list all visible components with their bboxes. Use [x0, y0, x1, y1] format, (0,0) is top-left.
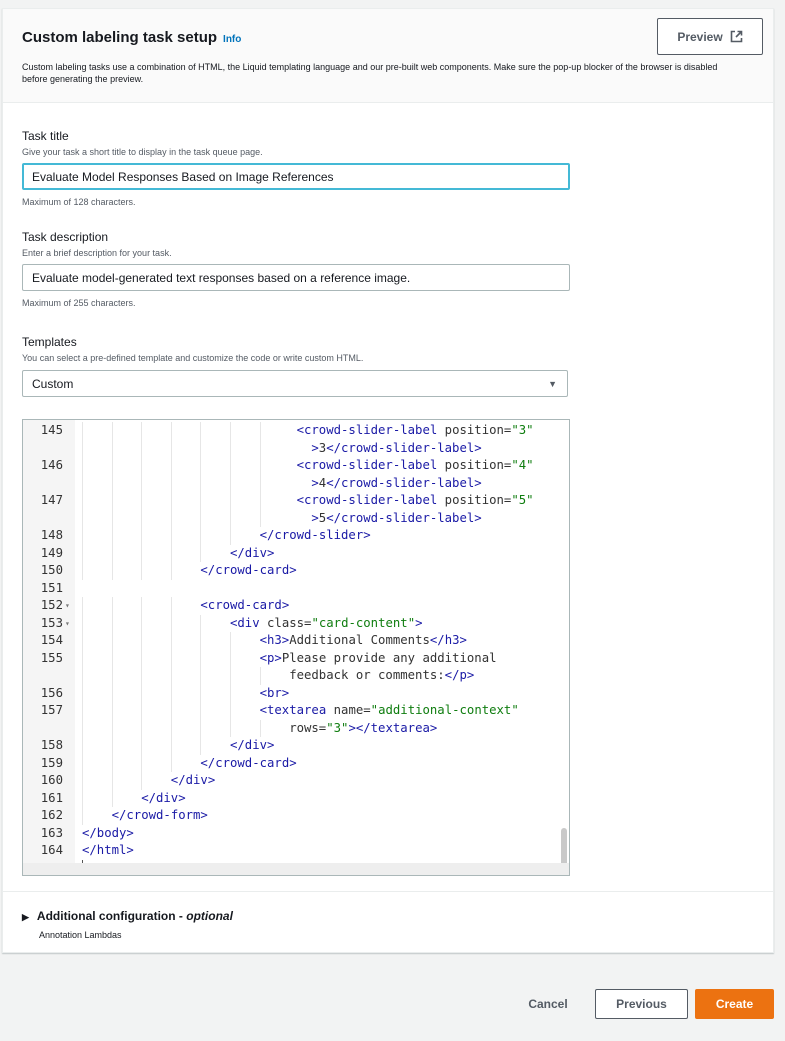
code-line [23, 632, 543, 650]
indent-guide [82, 475, 83, 493]
indent-guide [200, 440, 201, 458]
indent-guide [112, 510, 113, 528]
code-text [200, 597, 289, 615]
fold-toggle-icon[interactable]: ▾ [65, 601, 70, 610]
indent-guide [112, 440, 113, 458]
indent-guide [200, 510, 201, 528]
indent-guide [171, 492, 172, 510]
code-token: <textarea [259, 703, 334, 717]
indent-guide [230, 492, 231, 510]
indent-guide [141, 492, 142, 510]
code-line [23, 755, 543, 773]
code-token: "5" [511, 493, 534, 507]
templates-selected-value: Custom [32, 377, 74, 391]
header-description: Custom labeling tasks use a combination of HTML, the Liquid templating language and our pre-built web components. Make sure the pop-up blocker of the browser is disabled before generating the preview. [22, 62, 718, 84]
indent-guide [82, 615, 83, 633]
code-text [297, 422, 534, 440]
code-token: position= [444, 423, 512, 437]
indent-guide [82, 492, 83, 510]
indent-guide [200, 667, 201, 685]
task-setup-panel [2, 8, 774, 953]
external-link-icon [730, 30, 743, 43]
indent-guide [171, 422, 172, 440]
code-line [23, 790, 543, 808]
indent-guide [141, 615, 142, 633]
code-text [311, 440, 481, 458]
indent-guide [112, 492, 113, 510]
indent-guide [141, 457, 142, 475]
code-token: position= [444, 493, 512, 507]
indent-guide [260, 457, 261, 475]
code-token: rows= [289, 720, 327, 735]
line-number: 155 [40, 650, 63, 665]
indent-guide [171, 440, 172, 458]
indent-guide [82, 510, 83, 528]
code-token: </div> [170, 773, 216, 787]
indent-guide [171, 545, 172, 563]
code-token: name= [333, 703, 371, 717]
code-line [23, 492, 543, 510]
indent-guide [260, 422, 261, 440]
line-number: 149 [40, 545, 63, 560]
line-number: 145 [40, 423, 63, 437]
code-token: </crowd-slider-label> [326, 510, 482, 525]
indent-guide [112, 772, 113, 790]
code-line [23, 457, 543, 475]
code-token: <p> [259, 650, 282, 665]
indent-guide [141, 422, 142, 440]
code-text [230, 545, 274, 563]
indent-guide [112, 755, 113, 773]
code-token: </html> [82, 843, 134, 857]
line-number: 150 [40, 563, 63, 577]
line-number: 146 [40, 458, 63, 472]
code-token: </crowd-slider> [259, 528, 371, 542]
indent-guide [82, 667, 83, 685]
indent-guide [171, 527, 172, 545]
code-token: 5 [318, 510, 327, 525]
code-line [23, 615, 543, 633]
indent-guide [200, 720, 201, 738]
panel-header [3, 9, 773, 103]
info-link[interactable]: Info [223, 34, 242, 45]
indent-guide [112, 562, 113, 580]
indent-guide [82, 597, 83, 615]
code-text [289, 667, 474, 685]
templates-description: You can select a pre-defined template and customize the code or write custom HTML. [22, 353, 364, 363]
editor-horizontal-scrollbar[interactable] [23, 863, 569, 875]
code-token: </crowd-slider-label> [326, 475, 482, 490]
code-token: "4" [511, 458, 534, 472]
code-text [141, 790, 185, 808]
code-line [23, 807, 543, 825]
indent-guide [171, 685, 172, 703]
indent-guide [82, 457, 83, 475]
indent-guide [171, 702, 172, 720]
code-token: <crowd-slider-label [296, 493, 445, 507]
preview-button-label: Preview [677, 29, 723, 44]
code-token: 4 [318, 475, 327, 490]
indent-guide [141, 527, 142, 545]
indent-guide [112, 650, 113, 668]
indent-guide [112, 457, 113, 475]
indent-guide [230, 510, 231, 528]
code-token: <crowd-slider-label [296, 458, 445, 472]
code-line [23, 597, 543, 615]
additional-configuration-subtitle: Annotation Lambdas [39, 930, 122, 940]
cancel-button[interactable]: Cancel [528, 997, 568, 1011]
indent-guide [260, 492, 261, 510]
fold-toggle-icon[interactable]: ▾ [65, 618, 70, 628]
code-text [230, 737, 274, 755]
indent-guide [171, 615, 172, 633]
code-line [23, 440, 543, 458]
indent-guide [260, 440, 261, 458]
line-number: 153 [40, 615, 63, 630]
indent-guide [112, 422, 113, 440]
indent-guide [171, 632, 172, 650]
code-token: Additional Comments [289, 633, 430, 647]
code-text [260, 702, 519, 720]
indent-guide [230, 650, 231, 668]
code-line [23, 737, 543, 755]
code-token: </crowd-slider-label> [326, 440, 482, 455]
indent-guide [200, 545, 201, 563]
indent-guide [112, 527, 113, 545]
code-text [230, 615, 423, 633]
indent-guide [141, 440, 142, 458]
code-line [23, 702, 543, 720]
indent-guide [112, 685, 113, 703]
indent-guide [82, 790, 83, 808]
code-token: <br> [259, 685, 290, 700]
task-title-hint: Maximum of 128 characters. [22, 197, 136, 207]
additional-configuration-section [3, 891, 773, 947]
code-token: <crowd-card> [200, 598, 290, 612]
indent-guide [200, 615, 201, 633]
indent-guide [260, 475, 261, 493]
code-text [82, 842, 134, 860]
indent-guide [200, 685, 201, 703]
indent-guide [82, 720, 83, 738]
code-token: </crowd-form> [111, 808, 208, 822]
indent-guide [112, 737, 113, 755]
indent-guide [82, 422, 83, 440]
indent-guide [200, 457, 201, 475]
code-token: "3" [511, 423, 534, 437]
code-line [23, 422, 543, 440]
task-title-label: Task title [22, 129, 69, 143]
code-token: "additional-context" [370, 703, 519, 717]
code-token: </body> [82, 825, 134, 840]
line-number: 164 [40, 843, 63, 857]
code-token: </div> [230, 545, 275, 560]
indent-guide [171, 755, 172, 773]
preview-button[interactable] [657, 18, 763, 55]
page-title-text: Custom labeling task setup [22, 29, 218, 46]
indent-guide [200, 475, 201, 493]
indent-guide [200, 422, 201, 440]
code-line [23, 825, 543, 843]
code-token: > [311, 475, 319, 490]
indent-guide [141, 737, 142, 755]
indent-guide [82, 755, 83, 773]
indent-guide [230, 457, 231, 475]
line-number: 160 [40, 773, 63, 787]
indent-guide [230, 422, 231, 440]
indent-guide [112, 702, 113, 720]
indent-guide [260, 510, 261, 528]
code-text [260, 527, 371, 545]
code-line [23, 475, 543, 493]
indent-guide [141, 702, 142, 720]
code-token: > [311, 510, 319, 525]
code-token: </p> [444, 668, 475, 682]
code-token: "card-content" [311, 615, 416, 630]
line-number: 159 [40, 755, 63, 770]
indent-guide [230, 702, 231, 720]
code-token: </div> [230, 738, 275, 752]
indent-guide [82, 737, 83, 755]
indent-guide [82, 807, 83, 825]
code-line [23, 580, 543, 598]
indent-guide [230, 667, 231, 685]
indent-guide [141, 667, 142, 685]
indent-guide [112, 720, 113, 738]
indent-guide [260, 667, 261, 685]
indent-guide [230, 685, 231, 703]
indent-guide [260, 720, 261, 738]
code-text [311, 510, 481, 528]
indent-guide [141, 475, 142, 493]
indent-guide [82, 632, 83, 650]
code-token: ></textarea> [348, 720, 438, 735]
templates-select[interactable] [22, 370, 568, 397]
code-token: <h3> [259, 633, 290, 647]
additional-configuration-toggle[interactable] [22, 909, 233, 923]
code-line [23, 720, 543, 738]
line-number: 151 [40, 580, 63, 595]
templates-label: Templates [22, 335, 77, 349]
indent-guide [112, 790, 113, 808]
line-number: 148 [40, 528, 63, 542]
indent-guide [230, 527, 231, 545]
code-token: Please provide any additional [281, 650, 497, 665]
indent-guide [82, 650, 83, 668]
indent-guide [82, 440, 83, 458]
code-token: position= [444, 458, 512, 472]
indent-guide [200, 737, 201, 755]
code-token: 3 [318, 440, 327, 455]
indent-guide [112, 597, 113, 615]
code-line [23, 842, 543, 860]
code-token: </div> [141, 790, 186, 805]
indent-guide [112, 632, 113, 650]
task-title-input[interactable]: Evaluate Model Responses Based on Image References [22, 163, 570, 190]
task-description-hint: Maximum of 255 characters. [22, 298, 136, 308]
indent-guide [200, 702, 201, 720]
line-number: 162 [40, 808, 63, 822]
code-line [23, 772, 543, 790]
indent-guide [141, 772, 142, 790]
code-editor[interactable] [22, 419, 570, 876]
code-text [297, 492, 534, 510]
code-text [311, 475, 481, 493]
indent-guide [230, 632, 231, 650]
code-token: class= [267, 615, 312, 630]
indent-guide [171, 737, 172, 755]
indent-guide [141, 720, 142, 738]
indent-guide [171, 562, 172, 580]
code-token: feedback or comments: [289, 668, 445, 682]
code-token: </h3> [429, 633, 467, 647]
indent-guide [200, 527, 201, 545]
indent-guide [112, 667, 113, 685]
code-token: <div [230, 615, 268, 630]
caret-right-icon: ▶ [22, 912, 29, 922]
code-line [23, 527, 543, 545]
code-text [260, 632, 467, 650]
line-number: 156 [40, 685, 63, 700]
indent-guide [82, 702, 83, 720]
code-line [23, 510, 543, 528]
code-token: </crowd-card> [200, 755, 297, 770]
indent-guide [171, 650, 172, 668]
code-text [200, 755, 296, 773]
line-number: 152 [40, 598, 63, 612]
indent-guide [141, 632, 142, 650]
indent-guide [82, 527, 83, 545]
task-description-description: Enter a brief description for your task. [22, 248, 172, 258]
indent-guide [171, 720, 172, 738]
indent-guide [230, 475, 231, 493]
line-number: 161 [40, 790, 63, 805]
code-text [260, 650, 497, 668]
code-text [200, 562, 296, 580]
indent-guide [82, 545, 83, 563]
indent-guide [82, 685, 83, 703]
task-title-description: Give your task a short title to display in the task queue page. [22, 147, 263, 157]
line-number: 163 [40, 825, 63, 840]
indent-guide [171, 597, 172, 615]
indent-guide [112, 545, 113, 563]
code-line [23, 685, 543, 703]
indent-guide [171, 667, 172, 685]
code-text [112, 807, 208, 825]
code-token: > [311, 440, 319, 455]
indent-guide [141, 685, 142, 703]
indent-guide [200, 632, 201, 650]
code-text [82, 825, 134, 843]
code-token: > [415, 615, 423, 630]
indent-guide [230, 720, 231, 738]
indent-guide [171, 510, 172, 528]
indent-guide [82, 772, 83, 790]
line-number: 154 [40, 633, 63, 647]
indent-guide [200, 650, 201, 668]
indent-guide [200, 492, 201, 510]
code-token: </crowd-card> [200, 563, 297, 577]
indent-guide [141, 650, 142, 668]
code-token: "3" [326, 720, 349, 735]
indent-guide [112, 475, 113, 493]
create-button[interactable]: Create [695, 989, 774, 1019]
indent-guide [171, 475, 172, 493]
indent-guide [141, 562, 142, 580]
indent-guide [141, 510, 142, 528]
task-description-input[interactable]: Evaluate model-generated text responses based on a reference image. [22, 264, 570, 291]
indent-guide [82, 562, 83, 580]
task-description-label: Task description [22, 230, 109, 244]
code-token: <crowd-slider-label [296, 423, 445, 437]
line-number: 147 [40, 493, 63, 507]
indent-guide [112, 615, 113, 633]
additional-configuration-title: Additional configuration - [36, 909, 187, 923]
optional-label: optional [186, 909, 233, 923]
code-line [23, 562, 543, 580]
code-line [23, 545, 543, 563]
code-text [260, 685, 290, 703]
code-text [171, 772, 215, 790]
code-line [23, 667, 543, 685]
indent-guide [141, 597, 142, 615]
line-number: 158 [40, 738, 63, 752]
caret-down-icon: ▼ [548, 379, 557, 389]
page-title [22, 29, 241, 46]
indent-guide [171, 457, 172, 475]
indent-guide [230, 440, 231, 458]
previous-button[interactable]: Previous [595, 989, 688, 1019]
indent-guide [141, 545, 142, 563]
line-number: 157 [40, 703, 63, 717]
code-text [289, 720, 437, 738]
indent-guide [141, 755, 142, 773]
code-line [23, 650, 543, 668]
code-text [297, 457, 534, 475]
